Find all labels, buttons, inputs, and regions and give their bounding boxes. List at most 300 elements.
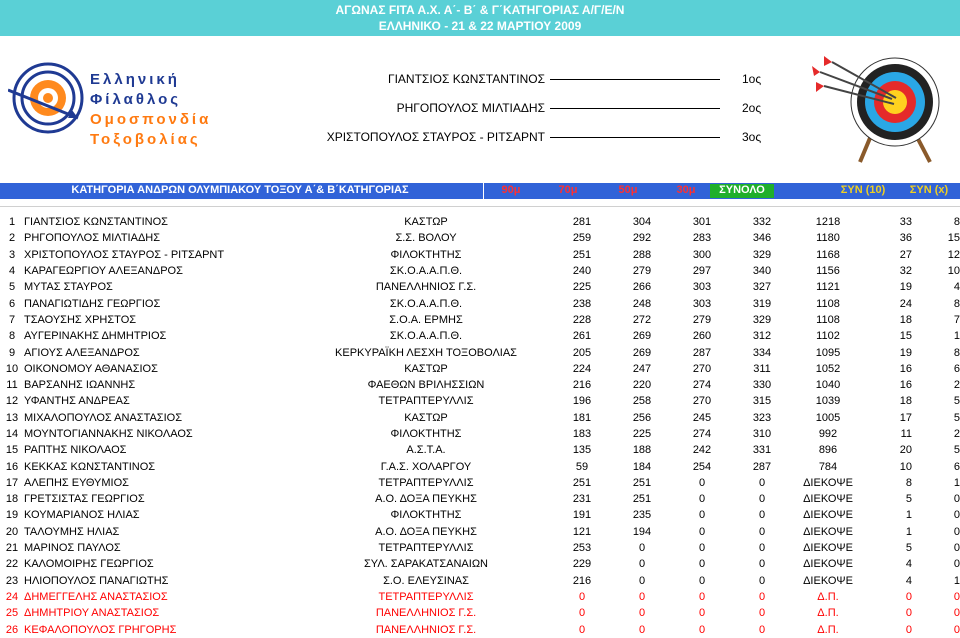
- row-rank: 25: [5, 607, 19, 620]
- athlete-name: ΑΥΓΕΡΙΝΑΚΗΣ ΔΗΜΗΤΡΙΟΣ: [24, 330, 167, 343]
- score-total: 1121: [816, 281, 840, 294]
- row-rank: 5: [8, 281, 16, 294]
- score-total: 1005: [815, 411, 841, 424]
- table-row: [0, 361, 960, 377]
- row-rank: 18: [5, 493, 19, 506]
- logo-line-1: Ελληνική: [90, 71, 180, 88]
- row-rank: 2: [8, 232, 16, 245]
- athlete-name: ΥΦΑΝΤΗΣ ΑΝΔΡΕΑΣ: [24, 395, 130, 408]
- score-70m: 235: [632, 509, 652, 522]
- club-name: ΠΑΝΕΛΛΗΝΙΟΣ Γ.Σ.: [375, 281, 477, 294]
- score-30m: 310: [752, 428, 772, 440]
- row-rank: 6: [8, 297, 16, 310]
- athlete-name: ΡΑΠΤΗΣ ΝΙΚΟΛΑΟΣ: [24, 444, 127, 457]
- club-name: ΚΑΣΤΩΡ: [404, 216, 448, 229]
- score-50m: 303: [692, 297, 712, 310]
- score-total: 1102: [816, 330, 840, 343]
- count-tens: 1: [905, 525, 912, 538]
- score-total: ΔΙΕΚΟΨΕ: [803, 476, 853, 489]
- score-70m: 220: [632, 379, 652, 392]
- club-name: Α.Σ.Τ.Α.: [406, 444, 446, 457]
- score-total: 1040: [815, 379, 841, 392]
- count-x: 7: [953, 313, 960, 326]
- club-name: ΤΕΤΡΑΠΤΕΡΥΛΛΙΣ: [378, 476, 474, 489]
- score-total: ΔΙΕΚΟΨΕ: [803, 574, 853, 587]
- table-row: [0, 247, 960, 263]
- score-50m: 0: [698, 525, 706, 538]
- score-30m: 0: [758, 574, 766, 587]
- score-50m: 270: [692, 362, 712, 375]
- count-x: 10: [947, 265, 960, 278]
- score-70m: 247: [632, 362, 652, 375]
- athlete-name: ΔΗΜΗΤΡΙΟΥ ΑΝΑΣΤΑΣΙΟΣ: [24, 607, 160, 620]
- count-x: 15: [947, 232, 960, 245]
- count-tens: 10: [899, 460, 912, 473]
- athlete-name: ΒΑΡΣΑΝΗΣ ΙΩΑΝΝΗΣ: [24, 379, 136, 392]
- score-50m: 0: [698, 558, 706, 571]
- athlete-name: ΚΑΡΑΓΕΩΡΓΙΟΥ ΑΛΕΞΑΝΔΡΟΣ: [24, 265, 183, 278]
- header-total: ΣΥΝΟΛΟ: [710, 184, 774, 198]
- row-rank: 14: [5, 428, 19, 440]
- count-x: 0: [953, 607, 960, 620]
- score-70m: 194: [632, 525, 652, 538]
- score-50m: 0: [698, 607, 706, 620]
- score-total: 1052: [815, 362, 841, 375]
- score-90m: 238: [572, 297, 592, 310]
- count-tens: 15: [899, 330, 912, 343]
- row-rank: 19: [5, 509, 19, 522]
- row-rank: 26: [5, 623, 19, 636]
- table-row: [0, 556, 960, 572]
- podium-first-name: ΓΙΑΝΤΣΙΟΣ ΚΩΝΣΤΑΝΤΙΝΟΣ: [387, 72, 545, 86]
- table-row: [0, 377, 960, 393]
- score-30m: 331: [752, 444, 772, 457]
- count-tens: 24: [899, 297, 912, 310]
- athlete-name: ΚΟΥΜΑΡΙΑΝΟΣ ΗΛΙΑΣ: [24, 509, 140, 522]
- header-70m: 70μ: [558, 184, 578, 196]
- score-30m: 330: [752, 379, 772, 392]
- count-x: 1: [953, 574, 960, 587]
- header-90m: 90μ: [501, 184, 521, 196]
- score-30m: 327: [752, 281, 772, 294]
- score-50m: 0: [698, 476, 706, 489]
- row-rank: 13: [5, 411, 19, 424]
- score-90m: 224: [572, 362, 592, 375]
- event-date: ΕΛΛΗΝΙΚΟ - 21 & 22 ΜΑΡΤΙΟΥ 2009: [378, 19, 582, 33]
- club-name: ΦΙΛΟΚΤΗΤΗΣ: [390, 509, 462, 522]
- score-90m: 228: [572, 313, 592, 326]
- count-x: 6: [953, 460, 960, 473]
- table-row: [0, 426, 960, 442]
- club-name: ΦΙΛΟΚΤΗΤΗΣ: [390, 248, 462, 261]
- athlete-name: ΠΑΝΑΓΙΩΤΙΔΗΣ ΓΕΩΡΓΙΟΣ: [24, 297, 161, 310]
- score-30m: 0: [758, 493, 766, 506]
- count-tens: 32: [899, 265, 912, 278]
- score-70m: 256: [632, 411, 652, 424]
- club-name: Α.Ο. ΔΟΞΑ ΠΕΥΚΗΣ: [375, 493, 477, 506]
- row-rank: 7: [8, 313, 16, 326]
- count-x: 8: [953, 216, 960, 229]
- athlete-name: ΡΗΓΟΠΟΥΛΟΣ ΜΙΛΤΙΑΔΗΣ: [24, 232, 161, 245]
- athlete-name: ΧΡΙΣΤΟΠΟΥΛΟΣ ΣΤΑΥΡΟΣ - ΡΙΤΣΑΡΝΤ: [24, 248, 225, 261]
- logo-line-2: Φίλαθλος: [90, 91, 182, 108]
- row-rank: 1: [8, 216, 16, 229]
- club-name: Σ.Ο. ΕΛΕΥΣΙΝΑΣ: [383, 574, 469, 587]
- table-row: [0, 263, 960, 279]
- row-rank: 4: [8, 265, 16, 278]
- score-50m: 0: [698, 623, 706, 636]
- score-70m: 258: [632, 395, 652, 408]
- count-tens: 36: [899, 232, 912, 245]
- header-30m: 30μ: [676, 184, 696, 196]
- row-rank: 15: [5, 444, 19, 457]
- table-row: [0, 573, 960, 589]
- row-rank: 3: [8, 248, 16, 261]
- score-90m: 261: [572, 330, 592, 343]
- table-row: [0, 475, 960, 491]
- score-total: 1108: [816, 297, 840, 310]
- score-total: 992: [818, 428, 838, 440]
- club-name: ΣΚ.Ο.Α.Α.Π.Θ.: [389, 265, 463, 278]
- score-30m: 0: [758, 590, 766, 603]
- score-50m: 245: [692, 411, 712, 424]
- count-x: 0: [953, 542, 960, 555]
- row-rank: 10: [5, 362, 19, 375]
- club-name: ΚΑΣΤΩΡ: [404, 411, 448, 424]
- count-tens: 33: [899, 216, 912, 229]
- score-70m: 279: [632, 265, 652, 278]
- athlete-name: ΑΓΙΟΥΣ ΑΛΕΞΑΝΔΡΟΣ: [24, 346, 140, 359]
- score-30m: 334: [752, 346, 772, 359]
- score-50m: 0: [698, 542, 706, 555]
- row-rank: 24: [5, 590, 19, 603]
- count-tens: 4: [905, 558, 912, 571]
- score-50m: 270: [692, 395, 712, 408]
- category-header-bar: [0, 183, 960, 199]
- club-name: Α.Ο. ΔΟΞΑ ΠΕΥΚΗΣ: [375, 525, 477, 538]
- score-50m: 297: [692, 265, 712, 278]
- score-70m: 266: [632, 281, 652, 294]
- podium-third-line: [550, 137, 720, 138]
- score-90m: 216: [572, 379, 592, 392]
- count-x: 0: [953, 558, 960, 571]
- score-70m: 184: [632, 460, 652, 473]
- athlete-name: ΚΕΦΑΛΟΠΟΥΛΟΣ ΓΡΗΓΟΡΗΣ: [24, 623, 177, 636]
- athlete-name: ΤΣΑΟΥΣΗΣ ΧΡΗΣΤΟΣ: [24, 313, 137, 326]
- count-tens: 19: [899, 346, 912, 359]
- results-table: [0, 214, 960, 638]
- count-x: 8: [953, 297, 960, 310]
- score-total: ΔΙΕΚΟΨΕ: [803, 558, 853, 571]
- club-name: ΚΕΡΚΥΡΑΪΚΗ ΛΕΣΧΗ ΤΟΞΟΒΟΛΙΑΣ: [335, 346, 517, 359]
- athlete-name: ΓΙΑΝΤΣΙΟΣ ΚΩΝΣΤΑΝΤΙΝΟΣ: [24, 216, 168, 229]
- score-30m: 315: [752, 395, 772, 408]
- score-50m: 301: [692, 216, 712, 229]
- count-tens: 16: [899, 379, 912, 392]
- table-row: [0, 540, 960, 556]
- row-rank: 11: [6, 379, 18, 392]
- score-90m: 253: [572, 542, 592, 555]
- table-row: [0, 295, 960, 311]
- athlete-name: ΚΕΚΚΑΣ ΚΩΝΣΤΑΝΤΙΝΟΣ: [24, 460, 156, 473]
- count-x: 0: [953, 493, 960, 506]
- athlete-name: ΟΙΚΟΝΟΜΟΥ ΑΘΑΝΑΣΙΟΣ: [24, 362, 158, 375]
- score-50m: 300: [692, 248, 712, 261]
- score-70m: 304: [632, 216, 652, 229]
- score-30m: 0: [758, 542, 766, 555]
- club-name: Σ.Σ. ΒΟΛΟΥ: [395, 232, 457, 245]
- row-rank: 20: [5, 525, 19, 538]
- athlete-name: ΜΑΡΙΝΟΣ ΠΑΥΛΟΣ: [24, 542, 121, 555]
- club-name: ΤΕΤΡΑΠΤΕΡΥΛΛΙΣ: [378, 542, 474, 555]
- score-90m: 59: [575, 460, 589, 473]
- score-30m: 0: [758, 558, 766, 571]
- title-band: [0, 0, 960, 36]
- logo-line-4: Τοξοβολίας: [90, 131, 201, 148]
- club-name: ΠΑΝΕΛΛΗΝΙΟΣ Γ.Σ.: [375, 623, 477, 636]
- athlete-name: ΤΑΛΟΥΜΗΣ ΗΛΙΑΣ: [24, 525, 120, 538]
- table-row: [0, 312, 960, 328]
- count-x: 0: [953, 590, 960, 603]
- score-30m: 0: [758, 476, 766, 489]
- score-70m: 0: [638, 542, 646, 555]
- score-total: 1168: [816, 248, 840, 261]
- athlete-name: ΜΙΧΑΛΟΠΟΥΛΟΣ ΑΝΑΣΤΑΣΙΟΣ: [24, 411, 183, 424]
- score-70m: 292: [632, 232, 652, 245]
- score-total: 1218: [815, 216, 841, 229]
- podium-third-rank: 3ος: [742, 130, 762, 144]
- row-rank: 21: [5, 542, 19, 555]
- podium-second-line: [550, 108, 720, 109]
- club-name: ΦΑΕΘΩΝ ΒΡΙΛΗΣΣΙΩΝ: [367, 379, 485, 392]
- athlete-name: ΚΑΛΟΜΟΙΡΗΣ ΓΕΩΡΓΙΟΣ: [24, 558, 154, 571]
- score-total: Δ.Π.: [817, 623, 839, 636]
- score-30m: 312: [752, 330, 772, 343]
- count-x: 5: [953, 395, 960, 408]
- score-90m: 251: [572, 248, 592, 261]
- count-tens: 0: [905, 590, 912, 603]
- score-total: ΔΙΕΚΟΨΕ: [803, 542, 853, 555]
- archery-target-illustration: [810, 54, 950, 164]
- score-70m: 0: [638, 607, 646, 620]
- count-x: 5: [953, 411, 960, 424]
- count-tens: 17: [899, 411, 912, 424]
- club-name: ΣΥΛ. ΣΑΡΑΚΑΤΣΑΝΑΙΩΝ: [364, 558, 488, 571]
- table-row: [0, 589, 960, 605]
- score-90m: 240: [572, 265, 592, 278]
- score-50m: 287: [692, 346, 712, 359]
- podium-third-name: ΧΡΙΣΤΟΠΟΥΛΟΣ ΣΤΑΥΡΟΣ - ΡΙΤΣΑΡΝΤ: [326, 130, 545, 144]
- header-x: ΣΥΝ (x): [909, 184, 949, 196]
- score-total: 1095: [815, 346, 841, 359]
- club-name: ΠΑΝΕΛΛΗΝΙΟΣ Γ.Σ.: [375, 607, 477, 620]
- score-total: Δ.Π.: [817, 590, 839, 603]
- count-x: 1: [953, 476, 960, 489]
- score-50m: 0: [698, 574, 706, 587]
- score-70m: 248: [632, 297, 652, 310]
- table-row: [0, 230, 960, 246]
- count-x: 0: [953, 509, 960, 522]
- count-x: 6: [953, 362, 960, 375]
- count-x: 4: [953, 281, 960, 294]
- score-70m: 0: [638, 558, 646, 571]
- score-70m: 0: [638, 590, 646, 603]
- club-name: ΤΕΤΡΑΠΤΕΡΥΛΛΙΣ: [378, 590, 474, 603]
- score-30m: 329: [752, 248, 772, 261]
- score-50m: 242: [692, 444, 712, 457]
- count-tens: 18: [899, 313, 912, 326]
- row-rank: 8: [8, 330, 16, 343]
- score-90m: 121: [572, 525, 592, 538]
- count-x: 0: [953, 525, 960, 538]
- table-row: [0, 621, 960, 637]
- score-90m: 181: [572, 411, 592, 424]
- score-50m: 303: [692, 281, 712, 294]
- score-total: 1108: [816, 313, 840, 326]
- podium-second-rank: 2ος: [742, 101, 762, 115]
- score-50m: 254: [692, 460, 712, 473]
- count-tens: 1: [905, 509, 912, 522]
- count-tens: 18: [899, 395, 912, 408]
- table-row: [0, 491, 960, 507]
- table-row: [0, 507, 960, 523]
- row-rank: 16: [5, 460, 19, 473]
- score-total: ΔΙΕΚΟΨΕ: [803, 509, 853, 522]
- score-50m: 0: [698, 509, 706, 522]
- count-tens: 11: [900, 428, 912, 440]
- score-50m: 0: [698, 493, 706, 506]
- count-tens: 4: [905, 574, 912, 587]
- logo-line-3: Ομοσπονδία: [90, 111, 212, 128]
- row-rank: 12: [5, 395, 19, 408]
- archery-target-icon: [810, 54, 950, 164]
- score-70m: 251: [632, 476, 652, 489]
- score-30m: 340: [752, 265, 772, 278]
- score-30m: 0: [758, 623, 766, 636]
- score-90m: 183: [572, 428, 592, 440]
- count-tens: 8: [905, 476, 912, 489]
- score-total: 1039: [815, 395, 841, 408]
- score-70m: 0: [638, 623, 646, 636]
- count-x: 8: [953, 346, 960, 359]
- score-30m: 287: [752, 460, 772, 473]
- score-50m: 279: [692, 313, 712, 326]
- row-rank: 17: [5, 476, 19, 489]
- table-row: [0, 524, 960, 540]
- table-row: [0, 328, 960, 344]
- score-90m: 205: [572, 346, 592, 359]
- table-row: [0, 442, 960, 458]
- podium-first-rank: 1ος: [742, 72, 762, 86]
- athlete-name: ΔΗΜΕΓΓΕΛΗΣ ΑΝΑΣΤΑΣΙΟΣ: [24, 590, 168, 603]
- header-50m: 50μ: [618, 184, 638, 196]
- score-90m: 229: [572, 558, 592, 571]
- row-rank: 23: [5, 574, 19, 587]
- score-total: 784: [818, 460, 838, 473]
- count-tens: 19: [899, 281, 912, 294]
- score-90m: 281: [572, 216, 592, 229]
- club-name: ΤΕΤΡΑΠΤΕΡΥΛΛΙΣ: [378, 395, 474, 408]
- table-row: [0, 605, 960, 621]
- count-tens: 20: [899, 444, 912, 457]
- count-x: 12: [947, 248, 960, 261]
- category-title: ΚΑΤΗΓΟΡΙΑ ΑΝΔΡΩΝ ΟΛΥΜΠΙΑΚΟΥ ΤΟΞΟΥ Α΄& Β΄ΚΑΤΗΓΟΡΙΑΣ: [71, 184, 409, 196]
- score-30m: 332: [752, 216, 772, 229]
- score-70m: 288: [632, 248, 652, 261]
- score-90m: 0: [578, 590, 586, 603]
- score-50m: 274: [692, 428, 712, 440]
- table-row: [0, 393, 960, 409]
- score-70m: 225: [632, 428, 652, 440]
- club-name: Σ.Ο.Α. ΕΡΜΗΣ: [389, 313, 463, 326]
- athlete-name: ΓΡΕΤΣΙΣΤΑΣ ΓΕΩΡΓΙΟΣ: [24, 493, 145, 506]
- score-total: 896: [818, 444, 838, 457]
- athlete-name: ΜΥΤΑΣ ΣΤΑΥΡΟΣ: [24, 281, 113, 294]
- score-90m: 231: [572, 493, 592, 506]
- club-name: ΦΙΛΟΚΤΗΤΗΣ: [390, 428, 462, 440]
- score-90m: 0: [578, 623, 586, 636]
- count-tens: 0: [905, 607, 912, 620]
- score-30m: 0: [758, 607, 766, 620]
- score-90m: 259: [572, 232, 592, 245]
- score-total: 1156: [816, 265, 840, 278]
- count-tens: 27: [899, 248, 912, 261]
- score-90m: 196: [572, 395, 592, 408]
- score-70m: 188: [632, 444, 652, 457]
- count-x: 5: [953, 444, 960, 457]
- score-30m: 0: [758, 509, 766, 522]
- score-30m: 329: [752, 313, 772, 326]
- club-name: ΣΚ.Ο.Α.Α.Π.Θ.: [389, 330, 463, 343]
- table-row: [0, 214, 960, 230]
- athlete-name: ΑΛΕΠΗΣ ΕΥΘΥΜΙΟΣ: [24, 476, 129, 489]
- podium-first-line: [550, 79, 720, 80]
- score-90m: 191: [572, 509, 592, 522]
- header-tens: ΣΥΝ (10): [840, 184, 886, 196]
- event-title: ΑΓΩΝΑΣ FITA Α.Χ. Α΄- Β΄ & Γ΄ΚΑΤΗΓΟΡΙΑΣ Α/Γ/Ε/Ν: [335, 3, 625, 17]
- table-row: [0, 458, 960, 474]
- score-30m: 311: [753, 362, 771, 375]
- score-50m: 0: [698, 590, 706, 603]
- score-30m: 323: [752, 411, 772, 424]
- count-x: 1: [953, 330, 960, 343]
- score-50m: 274: [692, 379, 712, 392]
- table-row: [0, 279, 960, 295]
- count-tens: 0: [905, 623, 912, 636]
- athlete-name: ΜΟΥΝΤΟΓΙΑΝΝΑΚΗΣ ΝΙΚΟΛΑΟΣ: [24, 428, 193, 440]
- score-total: ΔΙΕΚΟΨΕ: [803, 493, 853, 506]
- podium-second-name: ΡΗΓΟΠΟΥΛΟΣ ΜΙΛΤΙΑΔΗΣ: [396, 101, 545, 115]
- score-50m: 260: [692, 330, 712, 343]
- score-70m: 251: [632, 493, 652, 506]
- score-90m: 225: [572, 281, 592, 294]
- count-x: 0: [953, 623, 960, 636]
- score-total: 1180: [816, 232, 840, 245]
- count-tens: 5: [905, 493, 912, 506]
- score-30m: 346: [752, 232, 772, 245]
- score-90m: 251: [572, 476, 592, 489]
- table-row: [0, 410, 960, 426]
- score-total: Δ.Π.: [817, 607, 839, 620]
- score-50m: 283: [692, 232, 712, 245]
- row-rank: 22: [5, 558, 19, 571]
- table-row: [0, 344, 960, 360]
- score-total: ΔΙΕΚΟΨΕ: [803, 525, 853, 538]
- athlete-name: ΗΛΙΟΠΟΥΛΟΣ ΠΑΝΑΓΙΩΤΗΣ: [24, 574, 169, 587]
- score-90m: 135: [572, 444, 592, 457]
- score-30m: 0: [758, 525, 766, 538]
- score-70m: 0: [638, 574, 646, 587]
